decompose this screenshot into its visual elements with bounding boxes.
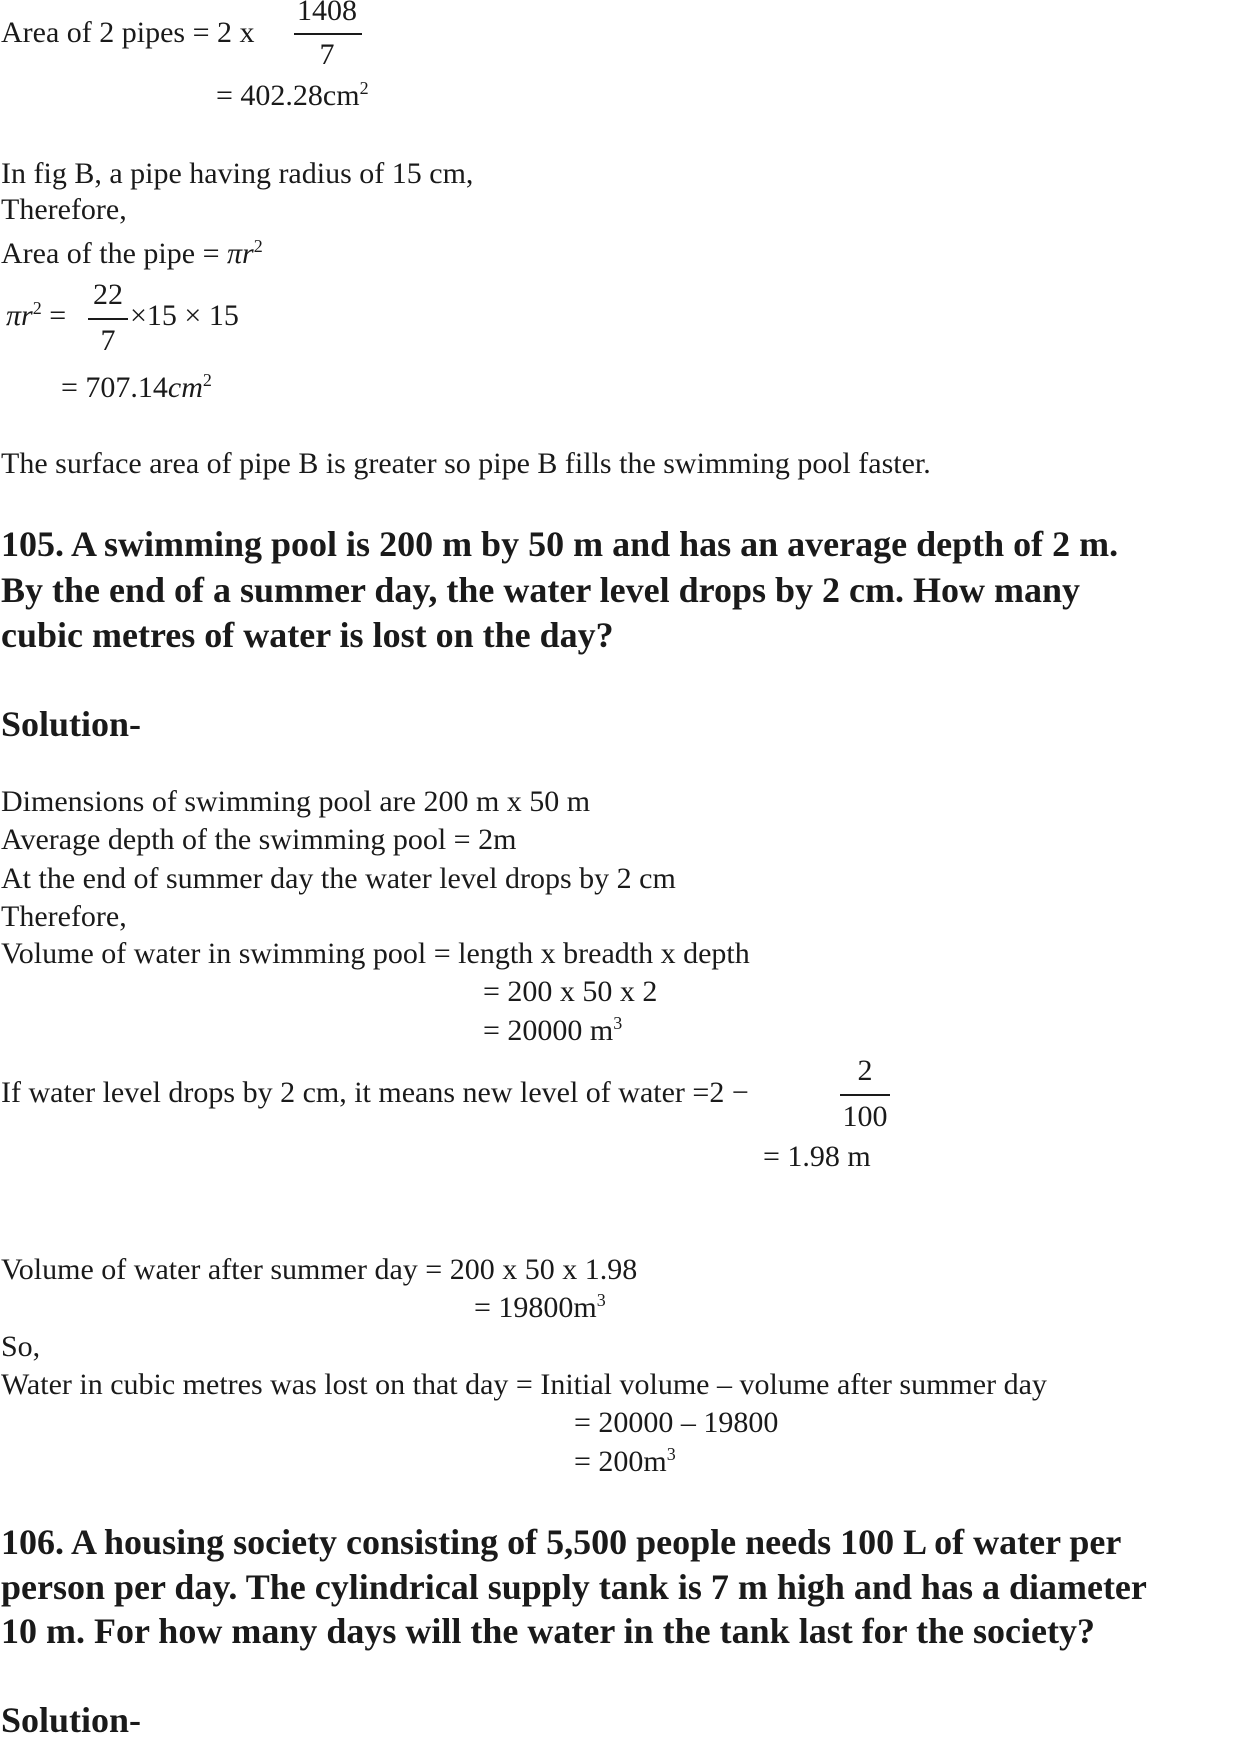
frac-denominator: 7 xyxy=(100,324,116,357)
q106-solution-heading: Solution- xyxy=(1,1700,142,1740)
lost-step-1: = 20000 – 19800 xyxy=(574,1406,779,1439)
exponent: 3 xyxy=(613,1013,623,1034)
equals: = xyxy=(49,299,67,332)
exponent: 2 xyxy=(359,78,369,99)
new-level-numerator: 2 xyxy=(857,1054,873,1087)
new-level-denominator: 100 xyxy=(842,1100,888,1133)
so-line: So, xyxy=(1,1330,41,1363)
exponent: 2 xyxy=(32,298,42,319)
after-volume-line: Volume of water after summer day = 200 x 50 x 1.98 xyxy=(1,1253,638,1286)
q105-solution-heading: Solution- xyxy=(1,704,142,744)
q106-line-3: 10 m. For how many days will the water in the tank last for the society? xyxy=(1,1611,1095,1651)
area-pipe-result xyxy=(61,369,212,410)
q105-line-1: 105. A swimming pool is 200 m by 50 m and has an average depth of 2 m. xyxy=(1,524,1119,564)
result: = 19800m xyxy=(474,1291,597,1324)
result: = 707.14 xyxy=(61,371,168,404)
therefore-line: Therefore, xyxy=(1,900,127,933)
q105-line-2: By the end of a summer day, the water level drops by 2 cm. How many xyxy=(1,570,1080,610)
area-two-pipes-line: Area of 2 pipes = 2 x xyxy=(1,16,255,49)
pi-r-squared xyxy=(6,297,66,338)
q106-line-2: person per day. The cylindrical supply tank is 7 m high and has a diameter xyxy=(1,1567,1147,1607)
exponent: 2 xyxy=(202,370,212,391)
therefore-line: Therefore, xyxy=(1,193,127,226)
result: = 20000 m xyxy=(483,1014,614,1047)
after-volume-result xyxy=(474,1289,606,1330)
exponent: 2 xyxy=(253,236,263,257)
new-level-line: If water level drops by 2 cm, it means new level of water =2 − xyxy=(1,1076,749,1109)
result: = 200m xyxy=(574,1445,667,1478)
times-text: ×15 × 15 xyxy=(130,299,239,332)
volume-line: Volume of water in swimming pool = length x breadth x depth xyxy=(1,937,750,970)
frac-numerator: 22 xyxy=(93,278,123,311)
avg-depth-line: Average depth of the swimming pool = 2m xyxy=(1,823,517,856)
q105-line-3: cubic metres of water is lost on the day? xyxy=(1,615,614,655)
pi-r: πr xyxy=(6,299,33,332)
q106-line-1: 106. A housing society consisting of 5,500 people needs 100 L of water per xyxy=(1,1522,1122,1562)
area-pipe-line xyxy=(1,235,263,276)
exponent: 3 xyxy=(596,1290,606,1311)
lost-step-2 xyxy=(574,1443,676,1484)
lost-line: Water in cubic metres was lost on that day = Initial volume – volume after summer day xyxy=(1,1368,1047,1401)
fig-b-line: In fig B, a pipe having radius of 15 cm, xyxy=(1,157,474,190)
fraction-bar xyxy=(88,318,128,320)
fraction-bar xyxy=(840,1094,890,1096)
volume-step-2 xyxy=(483,1012,622,1053)
area-two-pipes-result xyxy=(216,77,369,118)
new-level-result: = 1.98 m xyxy=(763,1140,871,1173)
exponent: 3 xyxy=(666,1444,676,1465)
volume-step-1: = 200 x 50 x 2 xyxy=(483,975,658,1008)
unit: cm xyxy=(167,371,203,404)
label: Area of the pipe = xyxy=(1,237,227,270)
fraction-bar xyxy=(294,33,362,35)
dims-line: Dimensions of swimming pool are 200 m x 50 m xyxy=(1,785,591,818)
fraction-numerator: 1408 xyxy=(297,0,357,27)
fraction-denominator: 7 xyxy=(319,38,335,71)
drop-line: At the end of summer day the water level drops by 2 cm xyxy=(1,862,676,895)
pi-r: πr xyxy=(227,237,254,270)
result-text: = 402.28cm xyxy=(216,79,360,112)
conclusion-line: The surface area of pipe B is greater so pipe B fills the swimming pool faster. xyxy=(1,447,931,480)
